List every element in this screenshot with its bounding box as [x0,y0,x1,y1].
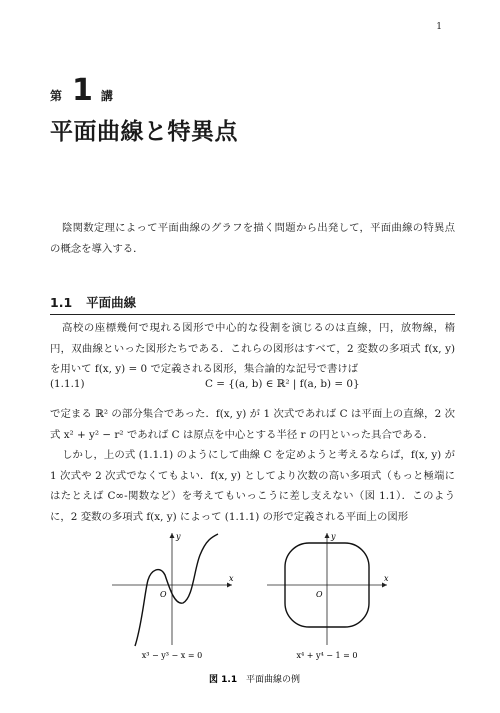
equation-number: (1.1.1) [50,378,85,390]
chapter-prefix: 第 [50,89,63,103]
left-y-label: y [176,532,181,541]
section-title: 平面曲線 [86,295,137,310]
paragraph-2-line-1: で定まる ℝ² の部分集合であった．f(x, y) が 1 次式であれば C は平面上の直線，2 次式 x² + y² − r² であれば C は原点を中心とする半径 r の円といった具合である． [50,408,455,441]
paragraph-1: 高校の座標幾何で現れる図形で中心的な役割を演じるのは直線，円，放物線，楕円，双曲線といった図形たちである．これらの図形はすべて，2 変数の多項式 f(x, y) を用いて f(x, y) = 0 で定義される図形，集合論的な記号で書けば [50,322,455,375]
right-x-arrow-icon [382,583,387,588]
page-number: 1 [436,22,442,32]
right-y-arrow-icon [325,533,330,538]
left-origin-label: O [160,590,167,599]
figure-caption-text: 平面曲線の例 [246,675,301,685]
chapter-number: 1 [72,73,93,108]
left-x-label: x [229,574,234,583]
left-plot [112,532,234,660]
section-number: 1.1 [50,295,73,310]
paragraph-2-line-2-text: しかし，上の式 (1.1.1) のようにして曲線 C を定めようと考えるならば，f(x, y) が 1 次式や 2 次式でなくてもよい．f(x, y) としてより次数の高い多項式（もっと極端にはたとえば C∞-関数など）を考えてもいっこうに差し支えない（図 1.1）．このように，2 変数の多項式 f(x, y) によって (1.1.1) の形で定義される平面上の図形 [50,449,455,523]
right-origin-label: O [316,590,323,599]
chapter-title: 平面曲線と特異点 [50,119,238,145]
figure-caption-label: 図 1.1 [209,675,238,685]
chapter-abstract: 陰関数定理によって平面曲線のグラフを描く問題から出発して，平面曲線の特異点の概念を導入する． [50,222,455,255]
left-curve [135,534,218,646]
left-equation: x³ − y³ − x = 0 [141,651,203,660]
left-y-arrow-icon [170,533,175,538]
right-x-label: x [384,574,389,583]
chapter-suffix: 講 [100,89,113,103]
left-x-arrow-icon [227,583,232,588]
right-plot [267,532,389,660]
equation-body: C = {(a, b) ∈ ℝ² | f(a, b) = 0} [205,378,360,390]
right-equation: x⁴ + y⁴ − 1 = 0 [296,651,358,660]
right-y-label: y [331,532,336,541]
